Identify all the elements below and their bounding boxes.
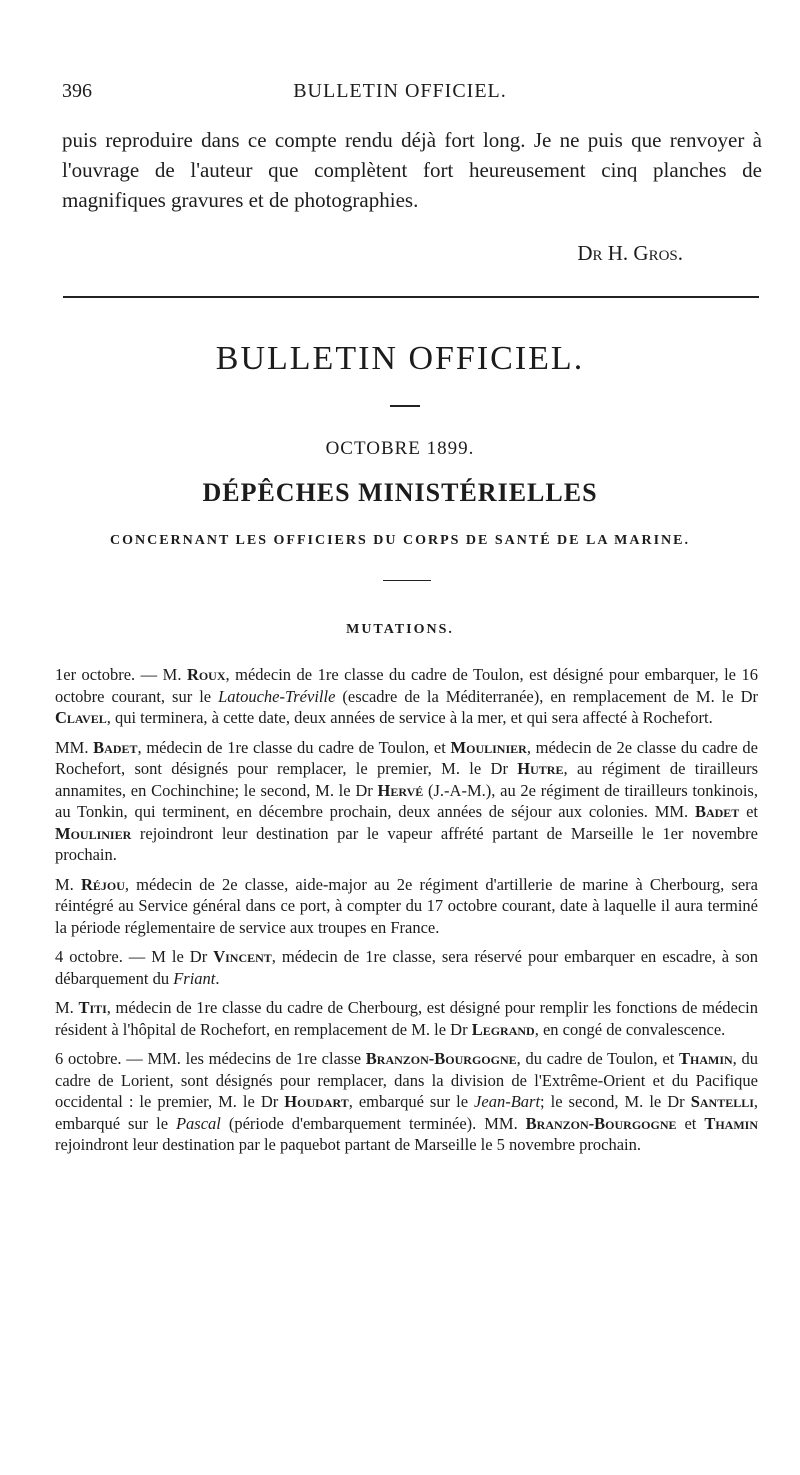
person-name: Badet <box>93 737 138 757</box>
paragraph <box>55 946 758 989</box>
text-run: , embarqué sur le <box>348 1092 475 1111</box>
person-name: Moulinier <box>450 737 527 757</box>
section-title: DÉPÊCHES MINISTÉRIELLES <box>202 478 598 507</box>
ship-name: Jean-Bart <box>474 1092 541 1111</box>
section-subtitle: CONCERNANT LES OFFICIERS DU CORPS DE SANTÉ DE LA MARINE. <box>109 533 691 548</box>
text-run: , du cadre de Toulon, et <box>516 1049 679 1068</box>
page-header <box>62 80 738 110</box>
text-run: (escadre de la Méditerranée), en remplacement de M. le Dr <box>335 686 758 706</box>
section-divider <box>63 296 759 298</box>
person-name: Santelli <box>690 1092 754 1111</box>
paragraph <box>55 664 758 729</box>
text-run: rejoindront leur destination par le vapeur affrété partant de Marseille le 1er novembre prochain. <box>55 823 758 864</box>
signature: Dr H. Gros. <box>577 241 683 265</box>
text-run: , médecin de 1re classe du cadre de Toulon, est désigné pour embarquer, le 16 octobre courant, sur le <box>55 665 758 706</box>
previous-article-text <box>62 125 762 215</box>
text-run: , médecin de 1re classe du cadre de Cherbourg, est désigné pour remplir les fonctions de médecin résident à l'hôpital de Rochefort, en remplacement de M. le Dr <box>55 998 758 1039</box>
person-name: Branzon-Bourgogne <box>525 1113 677 1133</box>
subtitle-divider <box>383 580 431 581</box>
person-name: Legrand <box>471 1019 535 1039</box>
person-name: Moulinier <box>55 823 132 843</box>
text-run: , en congé de convalescence. <box>534 1019 726 1039</box>
person-name: Roux <box>186 665 226 684</box>
person-name: Badet <box>694 802 740 821</box>
ship-name: Latouche-Tréville <box>218 686 336 706</box>
text-run: , au régiment de tirailleurs annamites, en Cochinchine; le second, M. le Dr <box>55 759 758 800</box>
person-name: Hutre <box>517 759 564 778</box>
text-run: 1er octobre. — M. <box>55 665 187 684</box>
main-title: BULLETIN OFFICIEL. <box>215 340 585 377</box>
paragraph <box>55 874 758 939</box>
page-number: 396 <box>62 80 92 102</box>
text-run: 6 octobre. — MM. les médecins de 1re classe <box>55 1049 366 1068</box>
person-name: Hervé <box>377 780 424 800</box>
body-text <box>55 664 758 1164</box>
text-run: . <box>215 968 220 988</box>
person-name: Thamin <box>679 1049 733 1068</box>
person-name: Titi <box>78 998 107 1017</box>
text-run: M. <box>55 998 79 1017</box>
text-run: , embarqué sur le <box>55 1092 759 1133</box>
paragraph <box>55 997 758 1040</box>
text-run: rejoindront leur destination par le paquebot partant de Marseille le 5 novembre prochain. <box>55 1135 642 1154</box>
text-run: , médecin de 2e classe du cadre de Rochefort, sont désignés pour remplacer, le premier, M. le Dr <box>55 737 759 778</box>
text-run: et <box>739 802 758 821</box>
person-name: Clavel <box>55 708 107 727</box>
person-name: Thamin <box>704 1113 759 1133</box>
title-underline <box>390 405 420 407</box>
text-run: , médecin de 1re classe, sera réservé pour embarquer en escadre, à son débarquement du <box>55 947 759 988</box>
date-heading: OCTOBRE 1899. <box>325 438 475 459</box>
text-run: ; le second, M. le Dr <box>540 1092 691 1111</box>
text-run: 4 octobre. — M le Dr <box>55 947 214 966</box>
text-run: M. <box>55 874 81 894</box>
text-run: et <box>676 1113 705 1133</box>
text-run: (période d'embarquement terminée). MM. <box>220 1113 526 1133</box>
person-name: Houdart <box>284 1092 349 1111</box>
previous-article-paragraph: puis reproduire dans ce compte rendu déjà fort long. Je ne puis que renvoyer à l'ouvrage de l'auteur que complètent fort heureusement cinq planches de magnifiques gravures et de photographies. <box>62 128 762 212</box>
paragraph <box>55 737 758 866</box>
sub-heading: MUTATIONS. <box>346 622 454 637</box>
text-run: , du cadre de Lorient, sont désignés pour remplacer, dans la division de l'Extrême-Orient et du Pacifique occidental : le premier, M. le Dr <box>55 1049 758 1111</box>
ship-name: Friant <box>173 968 216 988</box>
text-run: , médecin de 2e classe, aide-major au 2e régiment d'artillerie de marine à Cherbourg, sera réintégré au Service général dans ce port, à compter du 17 octobre courant, date à laquelle il aura terminé la période réglementaire de service aux troupes en France. <box>55 874 758 937</box>
person-name: Réjou <box>80 874 125 894</box>
ship-name: Pascal <box>175 1113 221 1133</box>
paragraph <box>55 1048 758 1156</box>
text-run: MM. <box>55 737 94 757</box>
text-run: , médecin de 1re classe du cadre de Toulon, et <box>137 737 451 757</box>
person-name: Branzon-Bourgogne <box>365 1049 517 1068</box>
running-head: BULLETIN OFFICIEL. <box>293 80 507 102</box>
person-name: Vincent <box>213 947 272 966</box>
text-run: , qui terminera, à cette date, deux années de service à la mer, et qui sera affecté à Rochefort. <box>106 708 713 727</box>
text-run: (J.-A-M.), au 2e régiment de tirailleurs tonkinois, au Tonkin, qui terminent, en décembre prochain, deux années de séjour aux colonies. MM. <box>55 780 758 821</box>
